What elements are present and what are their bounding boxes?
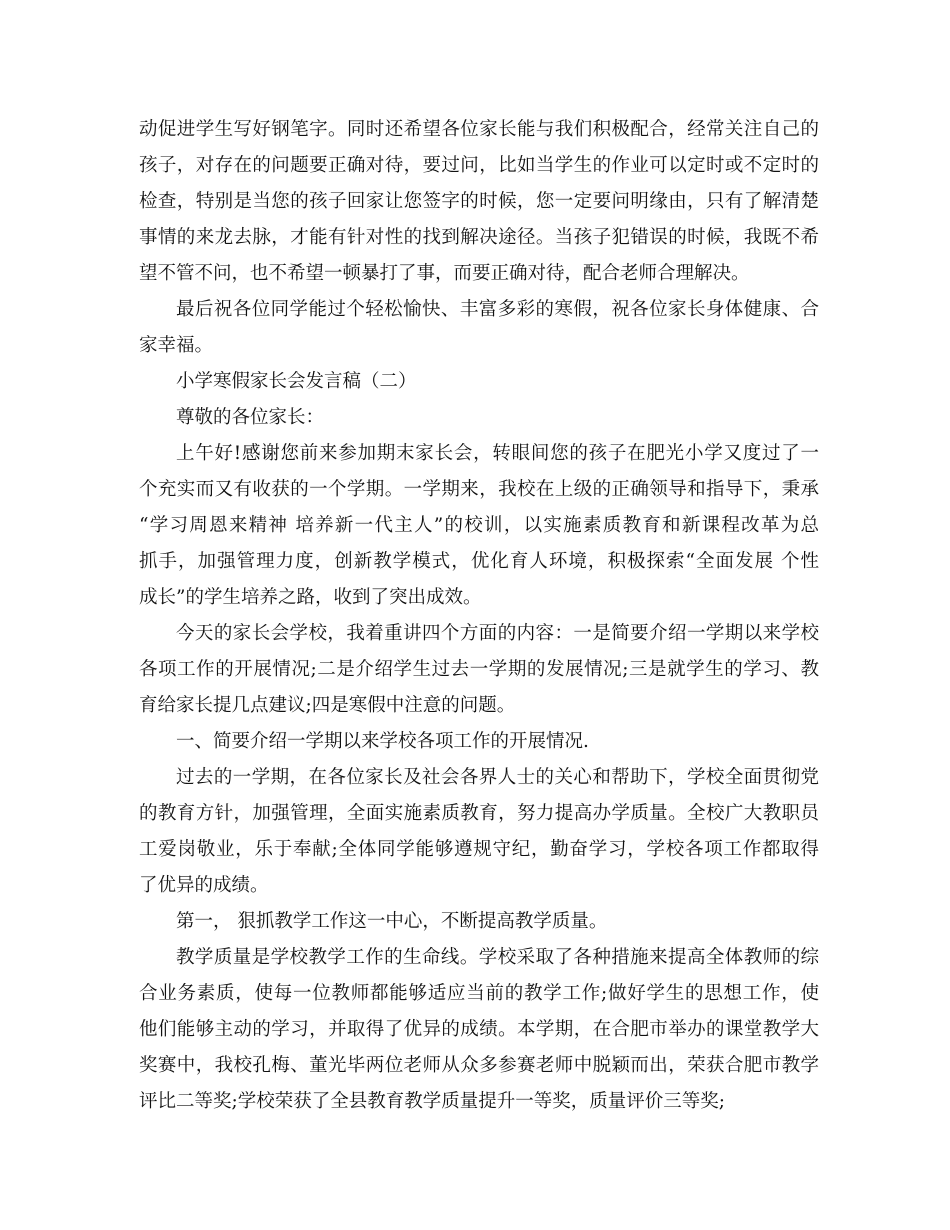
text-line: 家幸福。 xyxy=(139,335,214,356)
text-line: 他们能够主动的学习，并取得了优异的成绩。本学期，在合肥市举办的课堂教学大 xyxy=(139,1019,819,1040)
text-line: 个充实而又有收获的一个学期。一学期来，我校在上级的正确领导和指导下，秉承 xyxy=(139,479,819,500)
text-line: 一、简要介绍一学期以来学校各项工作的开展情况. xyxy=(176,731,589,752)
text-line: 工爱岗敬业，乐于奉献;全体同学能够遵规守纪，勤奋学习，学校各项工作都取得 xyxy=(139,839,819,860)
text-line: 奖赛中，我校孔梅、董光毕两位老师从众多参赛老师中脱颖而出，荣获合肥市教学 xyxy=(139,1055,819,1076)
text-line: 望不管不问，也不希望一顿暴打了事，而要正确对待，配合老师合理解决。 xyxy=(139,263,750,284)
text-line: 过去的一学期，在各位家长及社会各界人士的关心和帮助下，学校全面贯彻党 xyxy=(176,767,819,788)
text-line: 抓手，加强管理力度，创新教学模式，优化育人环境，积极探索“全面发展 个性 xyxy=(139,551,819,572)
text-line: 尊敬的各位家长： xyxy=(176,407,325,428)
text-line: 育给家长提几点建议;四是寒假中注意的问题。 xyxy=(139,695,516,716)
text-line: 小学寒假家长会发言稿（二） xyxy=(176,371,417,392)
text-line: 最后祝各位同学能过个轻松愉快、丰富多彩的寒假，祝各位家长身体健康、合 xyxy=(176,299,819,320)
text-line: 评比二等奖;学校荣获了全县教育教学质量提升一等奖，质量评价三等奖; xyxy=(139,1091,725,1112)
text-line: 第一， 狠抓教学工作这一中心，不断提高教学质量。 xyxy=(176,911,608,932)
text-line: 孩子，对存在的问题要正确对待，要过问，比如当学生的作业可以定时或不定时的 xyxy=(139,155,819,176)
text-line: 动促进学生写好钢笔字。同时还希望各位家长能与我们积极配合，经常关注自己的 xyxy=(139,119,819,140)
text-line: 了优异的成绩。 xyxy=(139,875,269,896)
document-body xyxy=(139,112,819,1120)
text-line: 检查，特别是当您的孩子回家让您签字的时候，您一定要问明缘由，只有了解清楚 xyxy=(139,191,819,212)
text-line: 合业务素质，使每一位教师都能够适应当前的教学工作;做好学生的思想工作，使 xyxy=(139,983,819,1004)
text-line: 成长”的学生培养之路，收到了突出成效。 xyxy=(139,587,482,608)
text-line: 上午好!感谢您前来参加期末家长会，转眼间您的孩子在肥光小学又度过了一 xyxy=(176,443,819,464)
text-line: 今天的家长会学校，我着重讲四个方面的内容：一是简要介绍一学期以来学校 xyxy=(176,623,819,644)
text-line: “学习周恩来精神 培养新一代主人”的校训，以实施素质教育和新课程改革为总 xyxy=(139,515,819,536)
text-line: 各项工作的开展情况;二是介绍学生过去一学期的发展情况;三是就学生的学习、教 xyxy=(139,659,819,680)
text-line: 教学质量是学校教学工作的生命线。学校采取了各种措施来提高全体教师的综 xyxy=(176,947,819,968)
text-line: 的教育方针，加强管理，全面实施素质教育，努力提高办学质量。全校广大教职员 xyxy=(139,803,819,824)
text-line: 事情的来龙去脉，才能有针对性的找到解决途径。当孩子犯错误的时候，我既不希 xyxy=(139,227,819,248)
